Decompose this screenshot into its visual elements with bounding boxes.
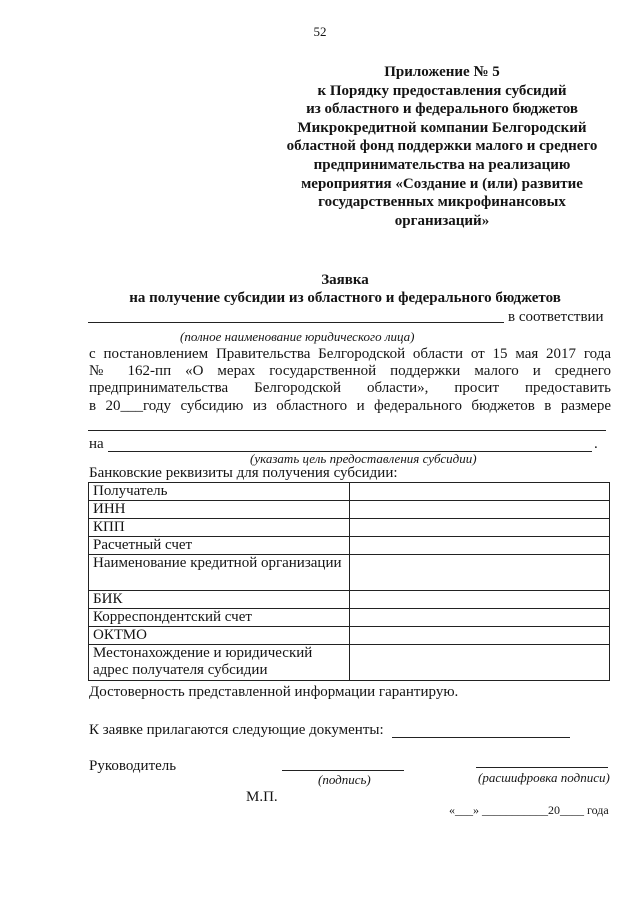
page-number: 52 xyxy=(313,24,327,39)
row-value[interactable] xyxy=(350,519,610,537)
appendix-line: государственных микрофинансовых xyxy=(318,194,566,211)
table-row xyxy=(89,645,610,681)
appendix-line: организаций» xyxy=(394,212,490,229)
attached-docs-field[interactable] xyxy=(392,737,570,738)
table-row xyxy=(89,591,610,609)
appendix-line: предпринимательства на реализацию xyxy=(313,156,571,173)
document-subtitle: на получение субсидии из областного и федерального бюджетов xyxy=(129,290,561,306)
stamp-label: М.П. xyxy=(246,789,278,805)
appendix-line: из областного и федерального бюджетов xyxy=(306,101,578,118)
paragraph-line: в 20___году субсидию из областного и федерального бюджетов в размере xyxy=(89,398,611,414)
table-row xyxy=(89,501,610,519)
appendix-line: мероприятия «Создание и (или) развитие xyxy=(301,175,583,192)
table-row xyxy=(89,627,610,645)
decoding-hint: (расшифровка подписи) xyxy=(478,770,610,785)
appendix-line: областной фонд поддержки малого и среднего xyxy=(286,138,598,155)
row-label: Местонахождение и юридический адрес получателя субсидии xyxy=(89,645,350,681)
na-label: на xyxy=(89,436,104,452)
bank-details-table xyxy=(88,482,610,681)
head-label: Руководитель xyxy=(89,758,177,774)
row-value[interactable] xyxy=(350,483,610,501)
paragraph-line: предпринимательства Белгородской области», просит предоставить xyxy=(89,380,611,396)
row-label: Расчетный счет xyxy=(89,537,350,555)
paragraph-line: № 162-пп «О мерах государственной поддержки малого и среднего xyxy=(89,363,611,379)
legal-name-hint: (полное наименование юридического лица) xyxy=(180,329,415,344)
legal-name-field[interactable] xyxy=(88,322,504,323)
row-label: БИК xyxy=(89,591,350,609)
amount-field[interactable] xyxy=(88,430,606,431)
signature-field[interactable] xyxy=(282,770,404,771)
attached-docs-label: К заявке прилагаются следующие документы: xyxy=(89,722,384,738)
row-value[interactable] xyxy=(350,645,610,681)
signature-hint: (подпись) xyxy=(318,772,371,787)
row-label: ИНН xyxy=(89,501,350,519)
row-value[interactable] xyxy=(350,627,610,645)
row-label: ОКТМО xyxy=(89,627,350,645)
purpose-end-dot: . xyxy=(594,436,598,452)
table-row xyxy=(89,555,610,591)
guarantee-text: Достоверность представленной информации гарантирую. xyxy=(89,684,459,700)
date-line: «___» ___________20____ года xyxy=(449,803,609,817)
row-value[interactable] xyxy=(350,537,610,555)
bank-details-header: Банковские реквизиты для получения субсидии: xyxy=(89,465,398,481)
table-row xyxy=(89,519,610,537)
table-row xyxy=(89,537,610,555)
appendix-line: Микрокредитной компании Белгородский xyxy=(297,119,587,136)
decoding-field[interactable] xyxy=(476,767,608,768)
row-label: Наименование кредитной организации xyxy=(89,555,350,591)
purpose-hint: (указать цель предоставления субсидии) xyxy=(250,451,477,466)
appendix-header xyxy=(270,63,614,230)
appendix-line: Приложение № 5 xyxy=(384,64,500,80)
row-value[interactable] xyxy=(350,501,610,519)
row-label: Получатель xyxy=(89,483,350,501)
row-label: КПП xyxy=(89,519,350,537)
paragraph-line: с постановлением Правительства Белгородской области от 15 мая 2017 года xyxy=(89,346,611,362)
row-value[interactable] xyxy=(350,591,610,609)
in-accordance-text: в соответствии xyxy=(508,309,604,325)
row-value[interactable] xyxy=(350,609,610,627)
appendix-line: к Порядку предоставления субсидий xyxy=(317,82,567,99)
table-row xyxy=(89,483,610,501)
row-value[interactable] xyxy=(350,555,610,591)
row-label: Корреспондентский счет xyxy=(89,609,350,627)
document-title: Заявка xyxy=(321,272,369,288)
table-row xyxy=(89,609,610,627)
